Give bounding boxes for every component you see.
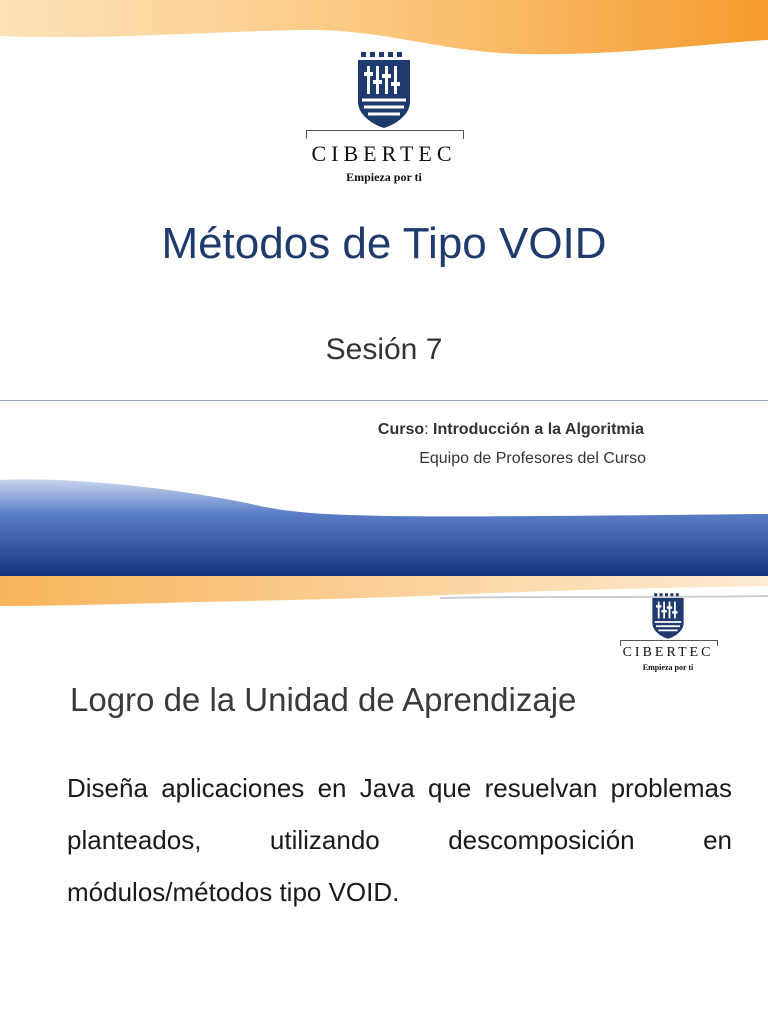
section-heading: Logro de la Unidad de Aprendizaje: [70, 681, 577, 718]
logo-brand-text: CIBERTEC: [622, 645, 714, 660]
slide-learning-outcome: [0, 576, 768, 1024]
slide-title-text: Métodos de Tipo VOID: [161, 219, 607, 268]
cibertec-shield-icon: [355, 50, 413, 130]
logo-tagline: Empieza por ti: [642, 663, 694, 672]
course-line: Curso: Introducción a la Algoritmia: [377, 421, 644, 438]
cibertec-logo: [284, 50, 484, 190]
course-label: Curso: [377, 421, 425, 438]
session-label: Sesión 7: [325, 333, 443, 366]
logo-rule: [306, 130, 464, 139]
course-name: Introducción a la Algoritmia: [433, 421, 644, 438]
cibertec-logo: [614, 592, 722, 676]
logo-brand-text: CIBERTEC: [311, 141, 457, 166]
team-line: Equipo de Profesores del Curso: [419, 450, 646, 467]
cibertec-shield-icon: [650, 592, 686, 640]
logo-tagline: Empieza por ti: [346, 170, 422, 184]
outcome-paragraph: Diseña aplicaciones en Java que resuelvan problemas planteados, utilizando descomposición en módulos/métodos tipo VOID.: [67, 773, 732, 907]
